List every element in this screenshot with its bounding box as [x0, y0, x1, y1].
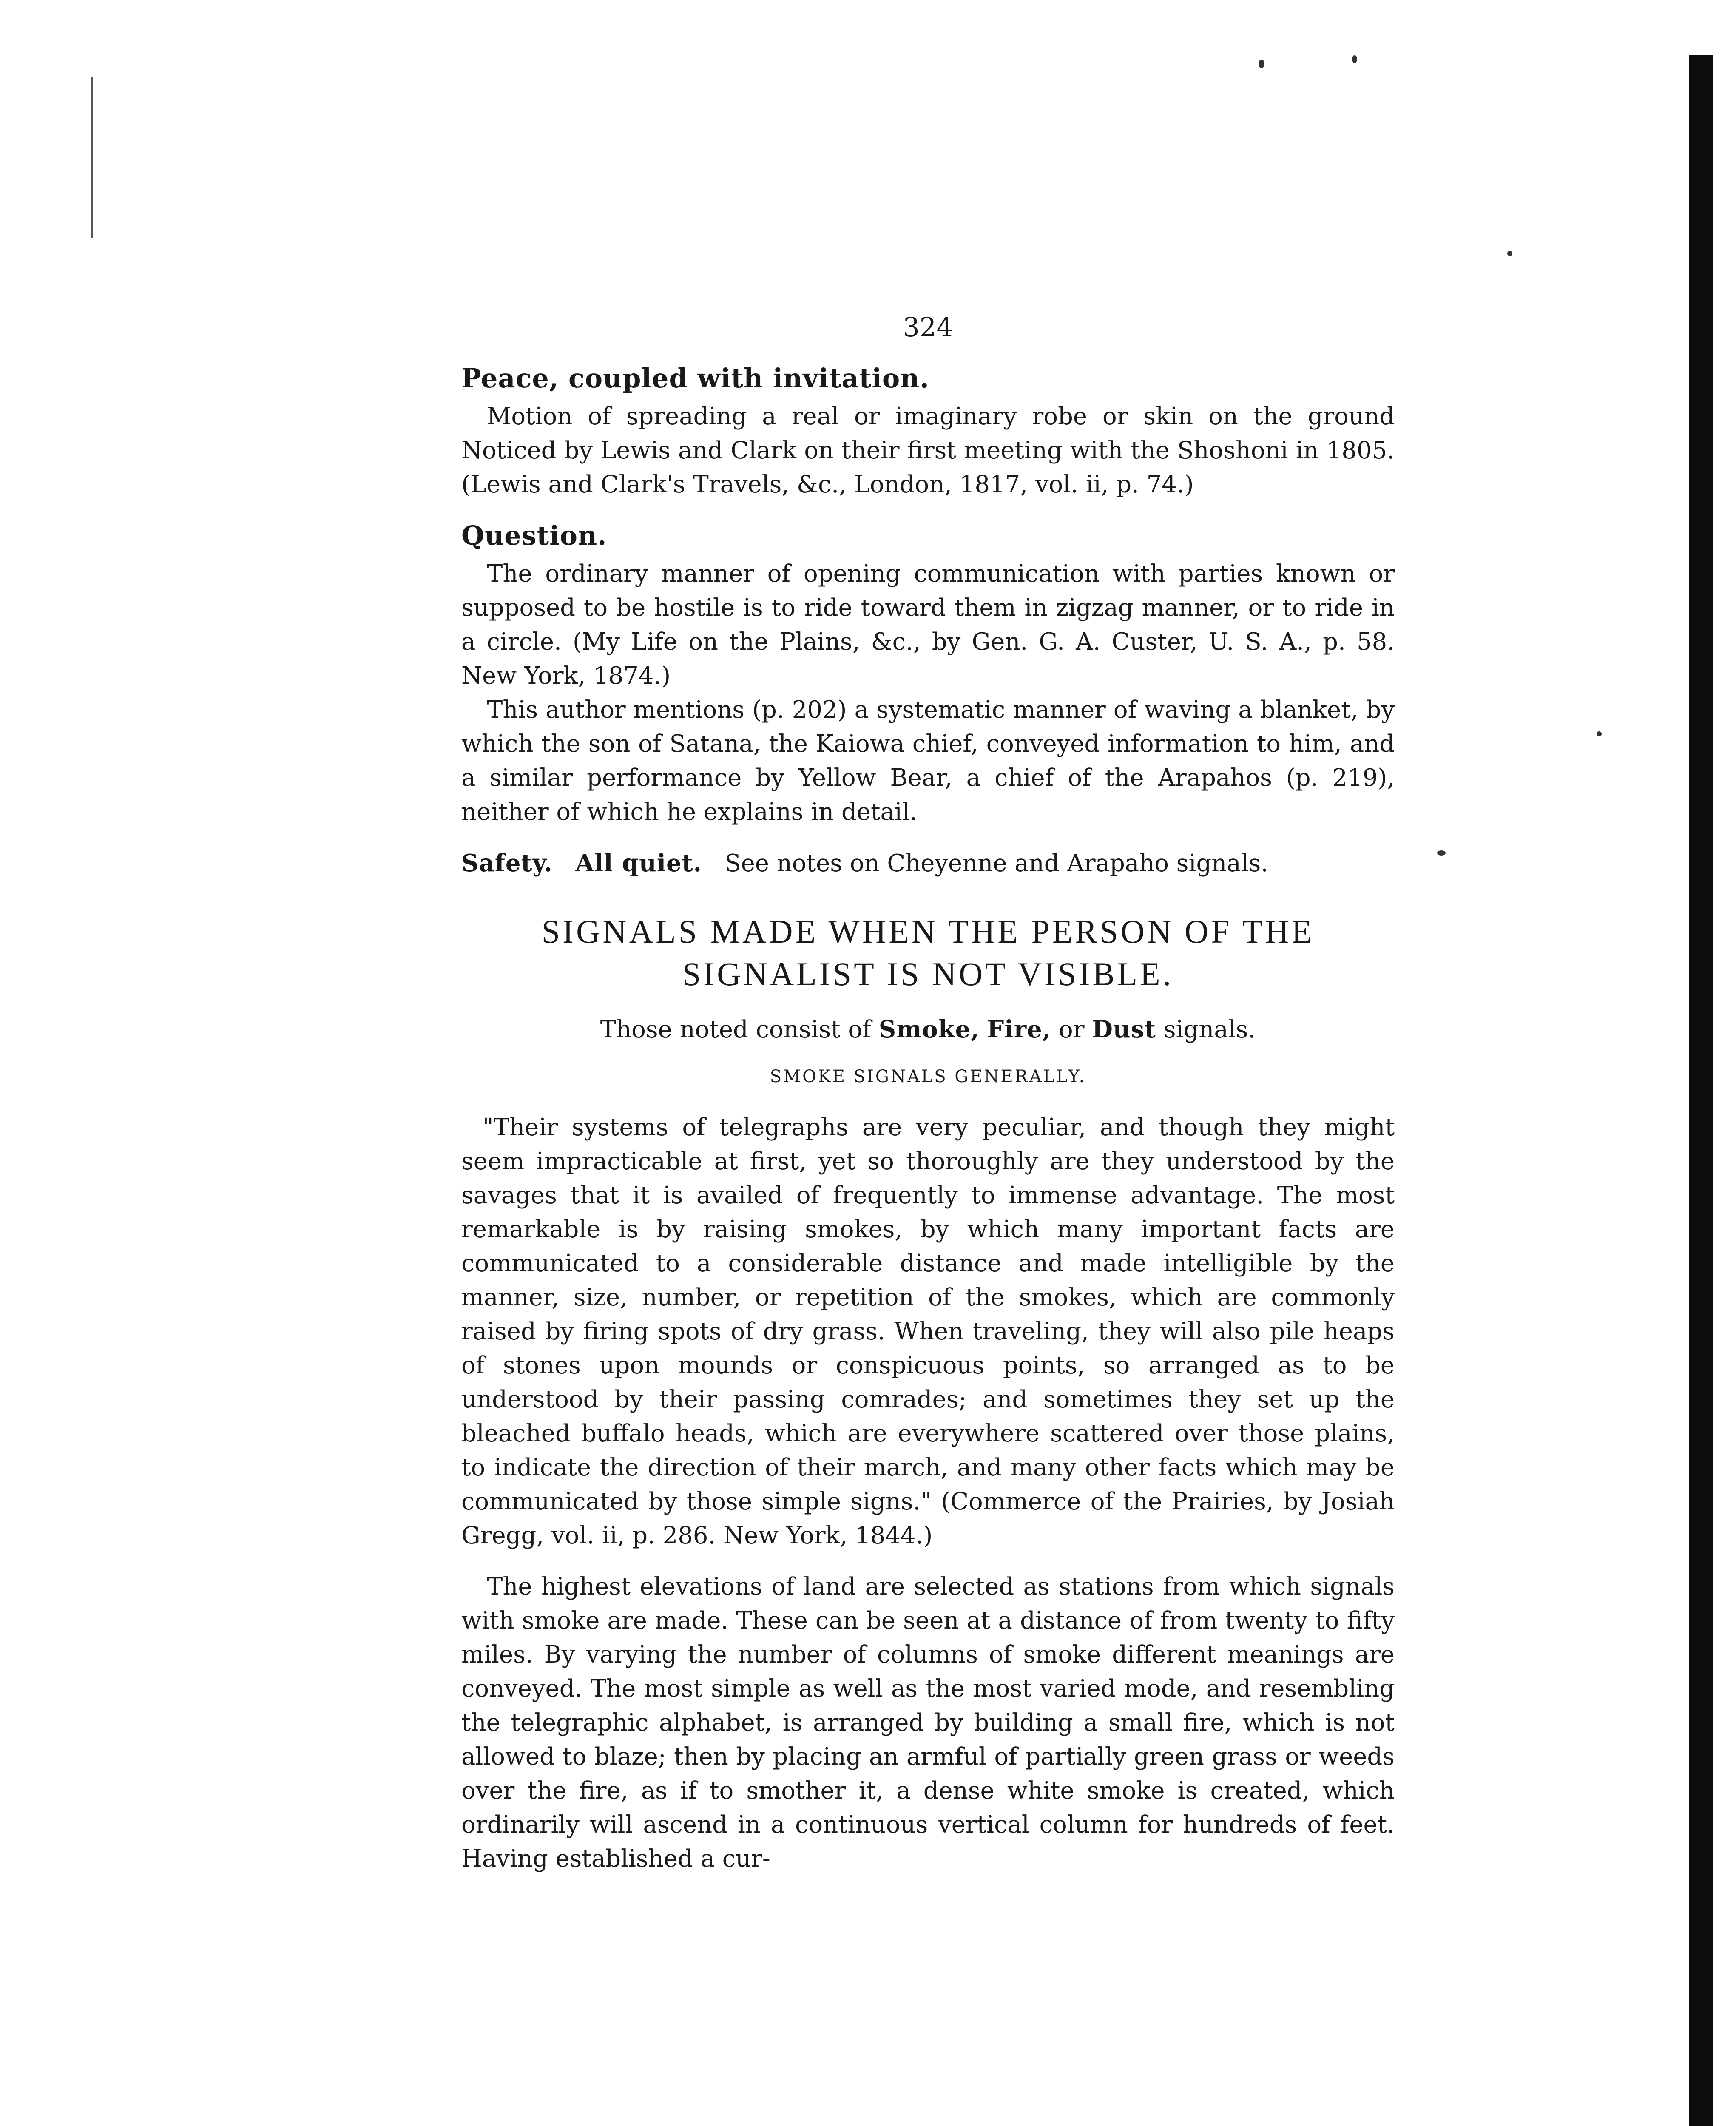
paragraph-smoke-stations: The highest elevations of land are selected as stations from which signals with smoke are made. These can be seen at a distance of from twenty to fifty miles. By varying the number of columns of smoke different meanings are conveyed. The most simple as well as the most varied mode, and resembling the telegraphic alphabet, is arranged by building a small fire, which is not allowed to blaze; then by placing an armful of partially green grass or weeds over the fire, as if to smother it, a dense white smoke is created, which ordinarily will ascend in a continuous vertical column for hundreds of feet. Having established a cur-: [461, 1573, 1395, 1873]
paragraph-peace: Motion of spreading a real or imaginary robe or skin on the ground Noticed by Lewis and Clark on their first meeting with the Shoshoni in 1805. (Lewis and Clark's Travels, &c., London, 1817, vol. ii, p. 74.): [461, 403, 1395, 498]
signals-title: [461, 910, 1395, 995]
signals-intro-post: signals.: [1163, 1016, 1256, 1043]
section-question: [461, 519, 1395, 829]
page-number: 324: [903, 312, 953, 343]
signals-dust: Dust: [1092, 1015, 1156, 1043]
signals-or: or: [1059, 1016, 1085, 1043]
scan-speck: [1597, 731, 1602, 736]
signals-intro: [461, 1012, 1395, 1047]
scan-edge-shadow: [1689, 55, 1713, 2126]
scan-edge-left: [91, 77, 93, 238]
heading-all-quiet: All quiet.: [575, 849, 702, 877]
scan-speck: [1259, 60, 1264, 68]
smoke-signals-subheading: SMOKE SIGNALS GENERALLY.: [770, 1067, 1086, 1086]
scan-speck: [1507, 251, 1512, 256]
gregg-quote: "Their systems of telegraphs are very peculiar, and though they might seem impracticable at first, yet so thoroughly are they understood by the savages that it is availed of frequently to immense advantage. The most remarkable is by raising smokes, by which many important facts are communicated to a considerable distance and made intelligible by the manner, size, number, or repetition of the smokes, which are commonly raised by firing spots of dry grass. When traveling, they will also pile heaps of stones upon mounds or conspicuous points, so arranged as to be understood by their passing comrades; and sometimes they set up the bleached buffalo heads, which are everywhere scattered over those plains, to indicate the direction of their march, and many other facts which may be communicated by those simple signs." (Commerce of the Prairies, by Josiah Gregg, vol. ii, p. 286. New York, 1844.): [461, 1114, 1395, 1549]
heading-safety: Safety.: [461, 849, 553, 877]
signals-intro-pre: Those noted consist of: [600, 1016, 871, 1043]
heading-peace: Peace, coupled with invitation.: [461, 363, 929, 394]
scan-speck: [1437, 850, 1446, 856]
scan-speck: [1352, 55, 1357, 63]
signals-smoke: Smoke,: [878, 1015, 980, 1043]
paragraph-question-2: This author mentions (p. 202) a systematic manner of waving a blanket, by which the son of Satana, the Kaiowa chief, conveyed information to him, and a similar performance by Yellow Bear, a chief of the Arapahos (p. 219), neither of which he explains in detail.: [461, 696, 1395, 826]
safety-text: See notes on Cheyenne and Arapaho signals.: [725, 850, 1269, 877]
signals-title-line-1: SIGNALS MADE WHEN THE PERSON OF THE: [541, 913, 1315, 950]
paragraph-question-1: The ordinary manner of opening communication with parties known or supposed to be hostile is to ride toward them in zigzag manner, or to ride in a circle. (My Life on the Plains, &c., by Gen. G. A. Custer, U. S. A., p. 58. New York, 1874.): [461, 560, 1395, 690]
signals-fire: Fire,: [987, 1015, 1051, 1043]
section-safety: [461, 846, 1395, 881]
page-content: [461, 310, 1395, 1876]
section-peace: [461, 361, 1395, 502]
heading-question: Question.: [461, 520, 607, 551]
signals-title-line-2: SIGNALIST IS NOT VISIBLE.: [682, 955, 1174, 992]
